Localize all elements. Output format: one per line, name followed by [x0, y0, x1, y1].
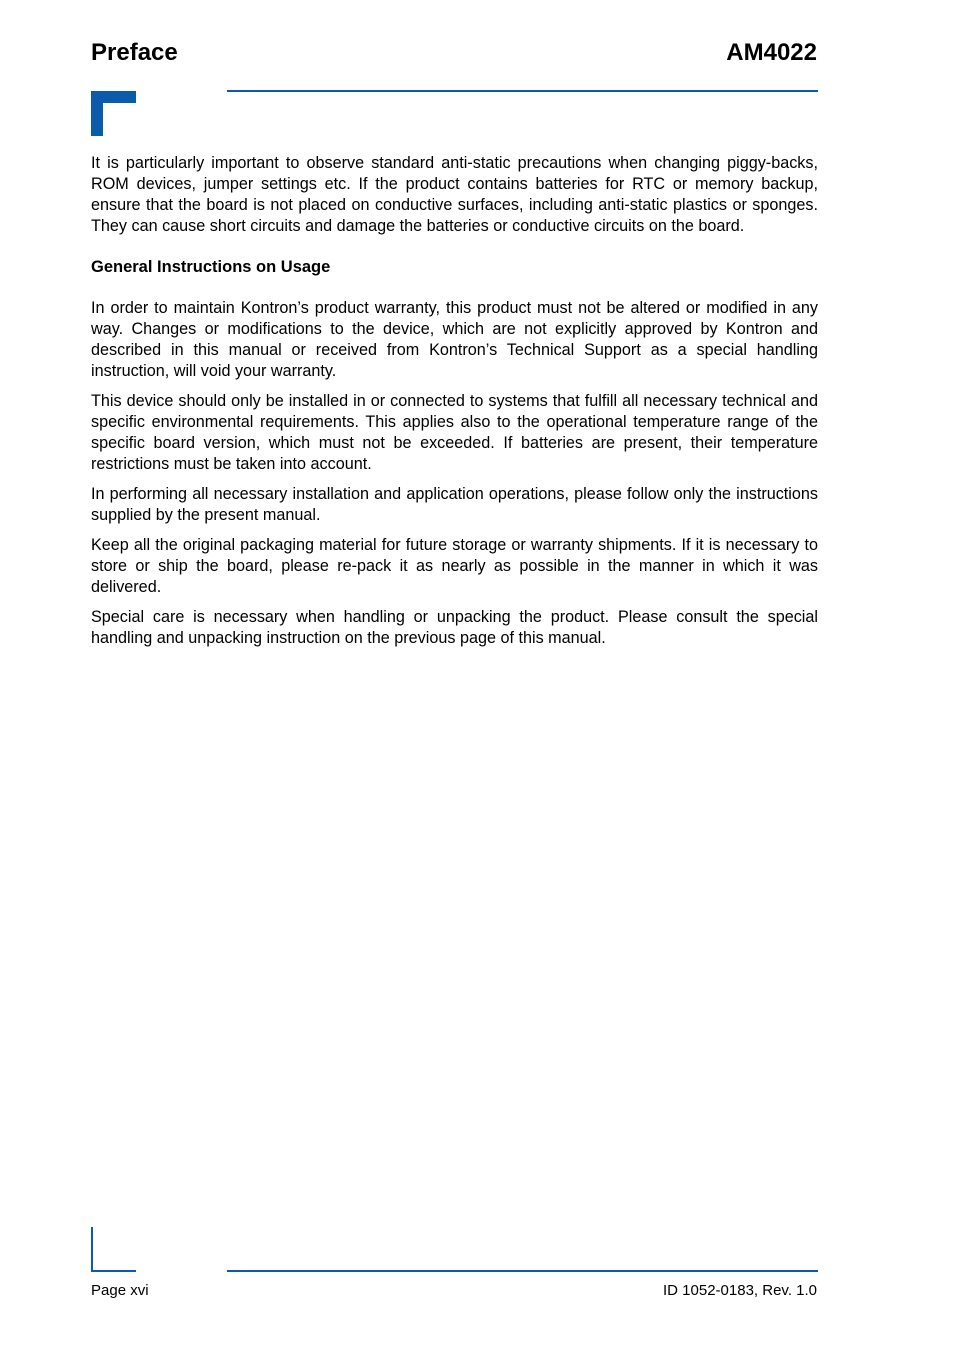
corner-mark-top — [91, 91, 136, 136]
page-content — [91, 153, 818, 658]
paragraph-warranty: In order to maintain Kontron’s product warranty, this product must not be altered or modified in any way. Changes or modifications to the device, which are not explicitly approved by Kontron and described in this manual or received from Kontron’s Technical Support as a special handling instruction, will void your warranty. — [91, 299, 818, 380]
header-product-title: AM4022 — [726, 39, 817, 66]
footer-rule — [227, 1270, 818, 1272]
footer-corner-mark — [91, 1227, 136, 1272]
section-heading: General Instructions on Usage — [91, 258, 331, 276]
intro-paragraph: It is particularly important to observe standard anti-static precautions when changing piggy-backs, ROM devices, jumper settings etc. If the product contains batteries for RTC or memory backup, ensure that the board is not placed on conductive surfaces, including anti-static plastics or sponges. They can cause short circuits and damage the batteries or conductive circuits on the board. — [91, 154, 818, 235]
paragraph-installation: In performing all necessary installation and application operations, please follow only the instructions supplied by the present manual. — [91, 485, 818, 524]
header-section-title: Preface — [91, 39, 178, 66]
footer-document-id: ID 1052-0183, Rev. 1.0 — [663, 1282, 817, 1299]
paragraph-requirements: This device should only be installed in or connected to systems that fulfill all necessary technical and specific environmental requirements. This applies also to the operational temperature range of the specific board version, which must not be exceeded. If batteries are present, their temperature restrictions must be taken into account. — [91, 392, 818, 473]
paragraph-special-care: Special care is necessary when handling or unpacking the product. Please consult the special handling and unpacking instruction on the previous page of this manual. — [91, 608, 818, 647]
footer-page-number: Page xvi — [91, 1282, 149, 1299]
header-rule — [227, 90, 818, 92]
paragraph-packaging: Keep all the original packaging material for future storage or warranty shipments. If it is necessary to store or ship the board, please re-pack it as nearly as possible in the manner in which it was delivered. — [91, 536, 818, 596]
